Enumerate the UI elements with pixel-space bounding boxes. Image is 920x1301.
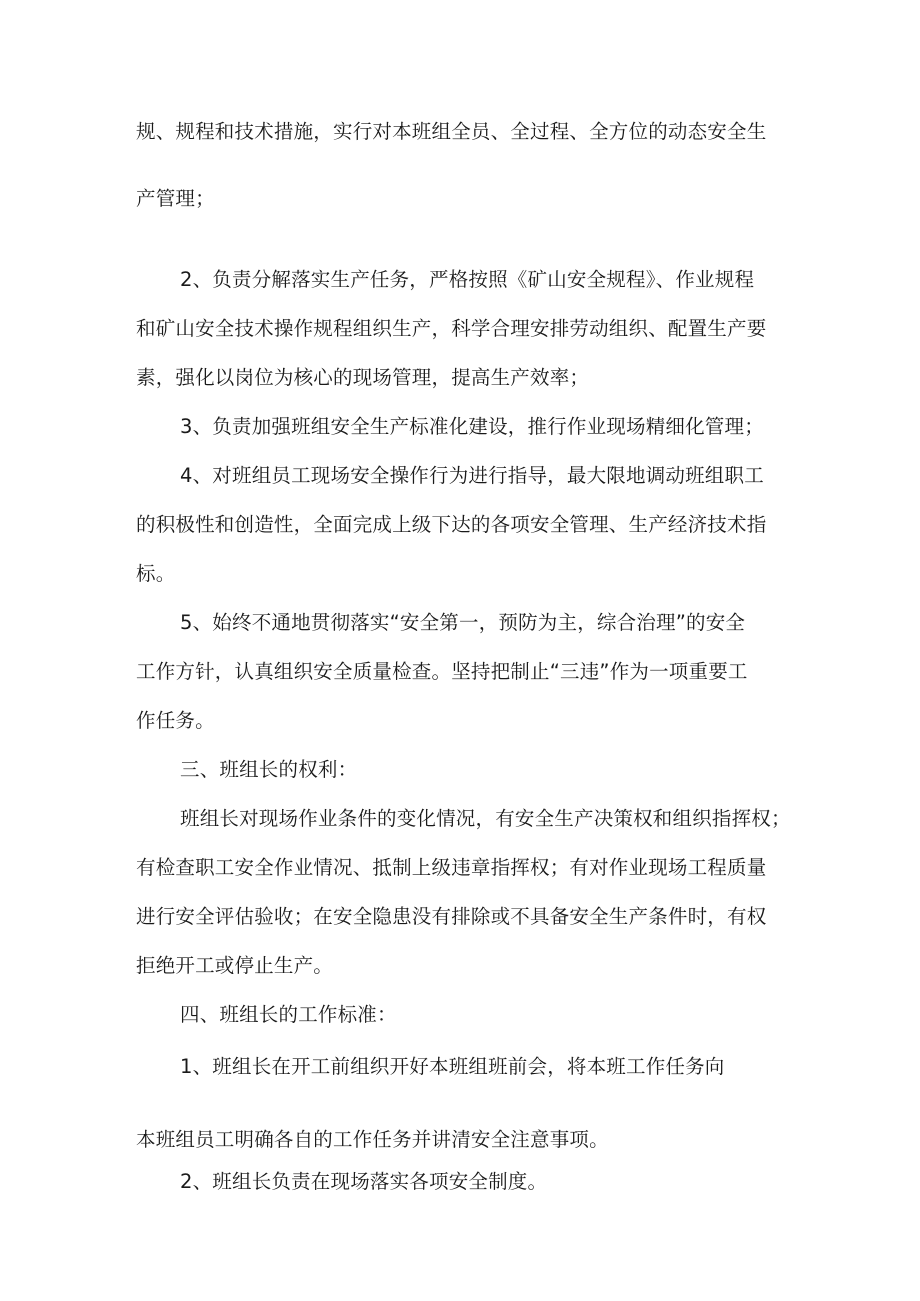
section-heading: 四、班组长的工作标准： bbox=[180, 1003, 397, 1026]
paragraph-line: 有检查职工安全作业情况、抵制上级违章指挥权；有对作业现场工程质量 bbox=[136, 856, 767, 879]
paragraph-line: 工作方针，认真组织安全质量检查。坚持把制止“三违”作为一项重要工 bbox=[136, 660, 748, 683]
paragraph-line: 作任务。 bbox=[136, 709, 215, 732]
paragraph-line: 规、规程和技术措施，实行对本班组全员、全过程、全方位的动态安全生 bbox=[136, 120, 767, 143]
paragraph-line: 拒绝开工或停止生产。 bbox=[136, 954, 334, 977]
paragraph-line: 1、班组长在开工前组织开好本班组班前会，将本班工作任务向 bbox=[180, 1055, 725, 1078]
paragraph-line: 2、负责分解落实生产任务，严格按照《矿山安全规程》、作业规程 bbox=[180, 268, 755, 291]
section-heading: 三、班组长的权利： bbox=[180, 758, 358, 781]
paragraph-line: 2、班组长负责在现场落实各项安全制度。 bbox=[180, 1170, 548, 1193]
paragraph-line: 产管理； bbox=[136, 187, 215, 210]
paragraph-line: 5、始终不通地贯彻落实“安全第一，预防为主，综合治理”的安全 bbox=[180, 611, 746, 634]
paragraph-line: 标。 bbox=[136, 562, 176, 585]
paragraph-line: 4、对班组员工现场安全操作行为进行指导，最大限地调动班组职工 bbox=[180, 464, 764, 487]
paragraph-line: 班组长对现场作业条件的变化情况，有安全生产决策权和组织指挥权； bbox=[180, 807, 791, 830]
paragraph-line: 和矿山安全技术操作规程组织生产，科学合理安排劳动组织、配置生产要 bbox=[136, 317, 767, 340]
paragraph-line: 的积极性和创造性，全面完成上级下达的各项安全管理、生产经济技术指 bbox=[136, 513, 767, 536]
paragraph-line: 素，强化以岗位为核心的现场管理，提高生产效率； bbox=[136, 366, 590, 389]
paragraph-line: 进行安全评估验收；在安全隐患没有排除或不具备安全生产条件时，有权 bbox=[136, 905, 767, 928]
paragraph-line: 3、负责加强班组安全生产标准化建设，推行作业现场精细化管理； bbox=[180, 415, 764, 438]
paragraph-line: 本班组员工明确各自的工作任务并讲清安全注意事项。 bbox=[136, 1128, 609, 1151]
